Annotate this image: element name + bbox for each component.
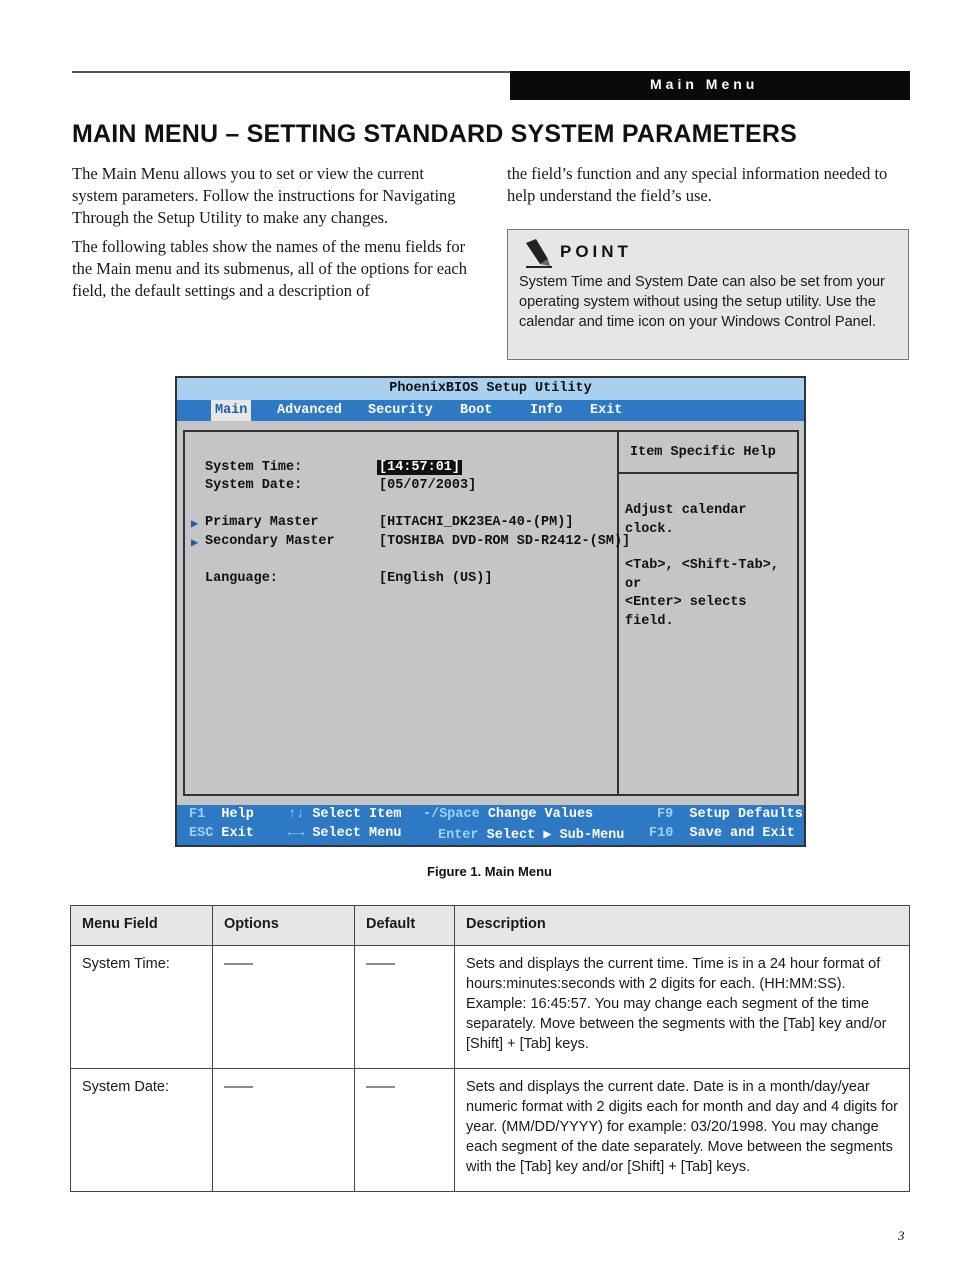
bios-menu-info[interactable]: Info xyxy=(530,403,563,418)
key-esc: ESC xyxy=(189,826,214,841)
key-f10-label: Save and Exit xyxy=(689,826,795,841)
bios-screen xyxy=(175,376,806,847)
cell-default: —— xyxy=(355,946,455,1069)
bios-help-text xyxy=(625,502,800,631)
section-header: Main Menu xyxy=(510,71,910,100)
bios-panel-divider xyxy=(617,432,619,794)
key-esc-label: Exit xyxy=(221,826,254,841)
table-header-row xyxy=(71,906,910,946)
bios-legend-updown xyxy=(288,807,401,822)
bios-menu-boot[interactable]: Boot xyxy=(460,403,493,418)
key-updown: ↑↓ xyxy=(288,807,305,822)
cell-default: —— xyxy=(355,1069,455,1192)
bios-menu-main[interactable]: Main xyxy=(211,400,251,421)
intro-paragraph-2: The following tables show the names of the menu fields for the Main menu and its submenus, all of the options for each field, the default settings and a description of xyxy=(72,237,468,300)
key-f9: F9 xyxy=(657,807,674,822)
key-f9-label: Setup Defaults xyxy=(689,807,803,822)
table-row xyxy=(71,946,910,1069)
bios-field-value-system-time[interactable]: [14:57:01] xyxy=(379,460,461,475)
bios-menu-security[interactable]: Security xyxy=(368,403,433,418)
intro-left-column xyxy=(72,163,472,302)
figure-caption: Figure 1. Main Menu xyxy=(427,864,552,879)
bios-main-panel xyxy=(183,430,799,796)
point-callout xyxy=(507,229,909,360)
bios-key-legend xyxy=(177,805,804,845)
bios-help-line: <Enter> selects field. xyxy=(625,595,747,629)
cell-options: —— xyxy=(213,946,355,1069)
bios-legend-f1 xyxy=(189,807,254,822)
bios-field-label-language: Language: xyxy=(205,571,278,586)
bios-legend-f10 xyxy=(649,826,795,841)
key-f10: F10 xyxy=(649,826,674,841)
key-space: -/Space xyxy=(423,807,480,822)
bios-legend-enter xyxy=(438,826,624,843)
key-leftright: ←→ xyxy=(288,826,305,841)
page-number: 3 xyxy=(898,1228,905,1243)
point-text: System Time and System Date can also be set from your operating system without using the setup utility. Use the calendar and time icon on your Windows Control Panel. xyxy=(519,274,885,330)
bios-field-label-primary-master[interactable]: Primary Master xyxy=(205,515,319,530)
table-row xyxy=(71,1069,910,1192)
bios-menu-bar xyxy=(177,400,804,421)
bios-field-value-system-date[interactable]: [05/07/2003] xyxy=(379,478,477,493)
key-enter-label: Select ▶ Sub-Menu xyxy=(486,828,625,843)
key-f1: F1 xyxy=(189,807,206,822)
bios-legend-space xyxy=(423,807,593,822)
main-menu-fields-table xyxy=(70,905,910,1192)
bios-help-line: <Tab>, <Shift-Tab>, or xyxy=(625,558,779,592)
column-header: Description xyxy=(455,906,910,946)
bios-field-label-secondary-master[interactable]: Secondary Master xyxy=(205,534,335,549)
bios-field-label-system-time: System Time: xyxy=(205,460,303,475)
bios-legend-esc xyxy=(189,826,254,841)
bios-help-divider xyxy=(619,472,797,474)
key-enter: Enter xyxy=(438,828,479,843)
column-header: Options xyxy=(213,906,355,946)
intro-paragraph-1: The Main Menu allows you to set or view the current system parameters. Follow the instructions for Navigating Through the Setup Utility to make any changes. xyxy=(72,164,456,227)
bios-menu-advanced[interactable]: Advanced xyxy=(277,403,342,418)
intro-right-column xyxy=(507,163,912,207)
cell-menu-field: System Time: xyxy=(71,946,213,1069)
key-updown-label: Select Item xyxy=(312,807,402,822)
cell-menu-field: System Date: xyxy=(71,1069,213,1192)
point-label: POINT xyxy=(560,242,632,261)
submenu-arrow-icon: ▶ xyxy=(191,517,199,531)
cell-options: —— xyxy=(213,1069,355,1192)
column-header: Default xyxy=(355,906,455,946)
pencil-icon xyxy=(522,237,558,269)
bios-field-label-system-date: System Date: xyxy=(205,478,303,493)
bios-help-line: Adjust calendar clock. xyxy=(625,503,747,537)
bios-help-title: Item Specific Help xyxy=(630,445,776,460)
bios-legend-leftright xyxy=(288,826,401,841)
bios-title: PhoenixBIOS Setup Utility xyxy=(177,378,804,400)
submenu-arrow-icon: ▶ xyxy=(191,536,199,550)
cell-description: Sets and displays the current date. Date is in a month/day/year numeric format with 2 digits each for month and day and 4 digits for year. (MM/DD/YYYY) for example: 03/20/1998. You may change each segment of the date separately. Move between the segments with the [Tab] key and/or [Shift] + [Tab] keys. xyxy=(455,1069,910,1192)
bios-legend-f9 xyxy=(657,807,803,822)
key-f1-label: Help xyxy=(221,807,254,822)
cell-description: Sets and displays the current time. Time is in a 24 hour format of hours:minutes:seconds with 2 digits for each. (HH:MM:SS). Example: 16:45:57. You may change each segment of the time separately. Move between the segments with the [Tab] key and/or [Shift] + [Tab] keys. xyxy=(455,946,910,1069)
bios-field-value-secondary-master: [TOSHIBA DVD-ROM SD-R2412-(SM)] xyxy=(379,534,631,549)
bios-menu-exit[interactable]: Exit xyxy=(590,403,623,418)
bios-field-value-primary-master: [HITACHI_DK23EA-40-(PM)] xyxy=(379,515,574,530)
bios-field-value-language[interactable]: [English (US)] xyxy=(379,571,493,586)
intro-paragraph-2-continued: the field’s function and any special information needed to help understand the field’s use. xyxy=(507,164,888,205)
header-rule xyxy=(72,71,510,73)
page-title: MAIN MENU – SETTING STANDARD SYSTEM PARAMETERS xyxy=(72,120,797,148)
column-header: Menu Field xyxy=(71,906,213,946)
key-leftright-label: Select Menu xyxy=(312,826,402,841)
key-space-label: Change Values xyxy=(487,807,594,822)
